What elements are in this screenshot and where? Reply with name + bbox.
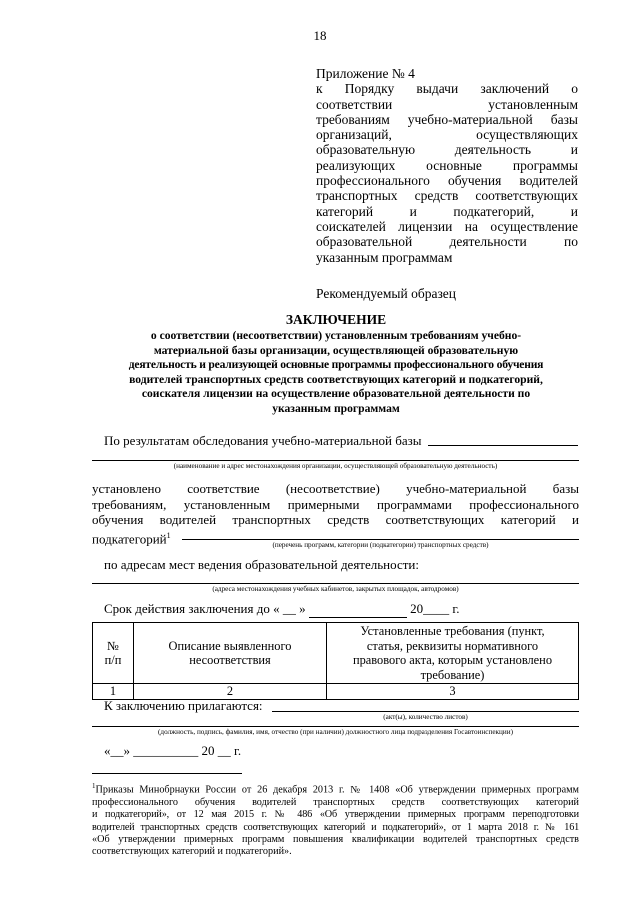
appendix-line: образовательной деятельности по	[316, 234, 578, 250]
footnote-mark: 1	[92, 782, 96, 790]
appendix-line: указанным программам	[316, 249, 453, 265]
caption-acts: (акт(ы), количество листов)	[383, 713, 468, 721]
addresses-field[interactable]	[92, 583, 579, 584]
header-description: Описание выявленного несоответствия	[134, 623, 327, 684]
footnote-line: соответствующих категорий и подкатегорий».	[92, 846, 292, 858]
caption-addresses: (адреса местонахождения учебных кабинетов, закрытых площадок, автодромов)	[212, 585, 459, 593]
subtitle-line: водителей транспортных средств соответствующих категорий и подкатегорий,	[129, 372, 543, 386]
quote-close: »	[299, 601, 306, 616]
table-header-row	[93, 623, 579, 684]
appendix-line: реализующих основные программы	[316, 157, 578, 173]
footnote-separator	[92, 773, 242, 774]
paragraph-last: подкатегорий	[92, 530, 167, 546]
addresses-label: по адресам мест ведения образовательной деятельности:	[104, 557, 419, 572]
caption-org: (наименование и адрес местонахождения организации, осуществляющей образовательную деятельность)	[173, 462, 498, 470]
programs-field[interactable]	[182, 539, 579, 540]
appendix-line: организаций, осуществляющих	[316, 127, 578, 143]
nonconformity-table	[92, 622, 579, 700]
survey-label: По результатам обследования учебно-материальной базы	[104, 433, 422, 448]
appendix-title: Приложение № 4	[316, 66, 415, 81]
page-number: 18	[313, 28, 327, 43]
validity-label: Срок действия заключения до	[104, 601, 270, 616]
appendix-line: соответствии установленным	[316, 96, 578, 112]
year-prefix: 20	[201, 743, 215, 758]
quote-close: »	[123, 743, 130, 758]
day-field[interactable]: __	[110, 743, 124, 758]
subtitle-line: о соответствии (несоответствии) установленным требованиям учебно-	[150, 329, 522, 342]
appendix-line: к Порядку выдачи заключений о	[316, 81, 578, 97]
validity-line	[104, 601, 459, 618]
table-cell[interactable]: 2	[134, 684, 327, 700]
month-field[interactable]: __________	[133, 743, 199, 758]
year-field[interactable]: __	[217, 743, 231, 758]
acts-field[interactable]	[272, 711, 579, 712]
day-field[interactable]: __	[282, 601, 296, 616]
footnote-line: и подкатегорий», от 12 мая 2015 г. № 486 «Об утверждении примерных программ переподготовки	[92, 809, 579, 821]
appendix-line: требованиям учебно-материальной базы	[316, 111, 578, 127]
appendix-line: профессионального обучения водителей	[316, 173, 578, 189]
subtitle-line: соискателя лицензии на осуществление образовательной деятельности по	[141, 387, 531, 401]
subtitle-line: указанным программам	[272, 401, 400, 415]
caption-programs: (перечень программ, категории (подкатегории) транспортных средств)	[272, 541, 489, 549]
org-name-field[interactable]	[428, 445, 578, 446]
footnote-line	[92, 780, 579, 797]
footnote	[92, 780, 579, 859]
document-title: ЗАКЛЮЧЕНИЕ	[285, 312, 387, 327]
signature-date	[104, 743, 241, 759]
year-field[interactable]: ____	[423, 601, 450, 616]
official-field[interactable]	[92, 726, 579, 727]
established-paragraph	[92, 481, 579, 546]
year-suffix: г.	[452, 601, 460, 616]
table-row	[93, 684, 579, 700]
month-field[interactable]	[309, 601, 407, 618]
appendix-line: соискателей лицензии на осуществление	[316, 218, 578, 234]
year-prefix: 20	[410, 601, 424, 616]
quote-open: «	[104, 743, 111, 758]
footnote-line: «Об утверждении примерных программ повышения квалификации водителей транспортных средств	[92, 834, 579, 846]
paragraph-line: установлено соответствие (несоответствие) учебно-материальной базы	[92, 481, 579, 496]
table-cell[interactable]: 3	[327, 684, 579, 700]
footnote-line: профессионального обучения водителей транспортных средств соответствующих категорий	[92, 796, 579, 808]
year-suffix: г.	[234, 743, 242, 758]
quote-open: «	[273, 601, 280, 616]
table-cell[interactable]: 1	[93, 684, 134, 700]
recommended-sample-label: Рекомендуемый образец	[316, 286, 457, 301]
document-subtitle	[92, 329, 580, 417]
subtitle-line: материальной базы организации, осуществляющей образовательную	[153, 343, 519, 357]
footnote-text: Приказы Минобрнауки России от 26 декабря 2013 г. № 1408 «Об утверждении примерных программ	[95, 784, 579, 796]
paragraph-line: обучения водителей транспортных средств соответствующих категорий и	[92, 512, 579, 527]
org-name-field-line2[interactable]	[92, 460, 579, 461]
subtitle-line: деятельность и реализующей основные программы профессионального обучения	[128, 358, 544, 372]
footnote-line: водителей транспортных средств соответствующих категорий и подкатегорий», от 1 марта 2018 г. № 161	[92, 821, 579, 833]
attached-label: К заключению прилагаются:	[104, 698, 263, 713]
paragraph-line: требованиям, установленным примерными программами профессионального	[92, 496, 579, 512]
header-requirements: Установленные требования (пункт, статья, реквизиты нормативного правового акта, которым установлено требование)	[327, 623, 579, 684]
footnote-ref: 1	[166, 530, 171, 540]
header-number: № п/п	[93, 623, 134, 684]
appendix-line: транспортных средств соответствующих	[316, 188, 578, 204]
appendix-line: категорий и подкатегорий, и	[316, 203, 578, 219]
caption-official: (должность, подпись, фамилия, имя, отчество (при наличии) должностного лица подразделения Госавтоинспекции)	[158, 728, 513, 736]
appendix-block	[316, 66, 578, 265]
appendix-line: образовательную деятельность и	[316, 142, 578, 158]
